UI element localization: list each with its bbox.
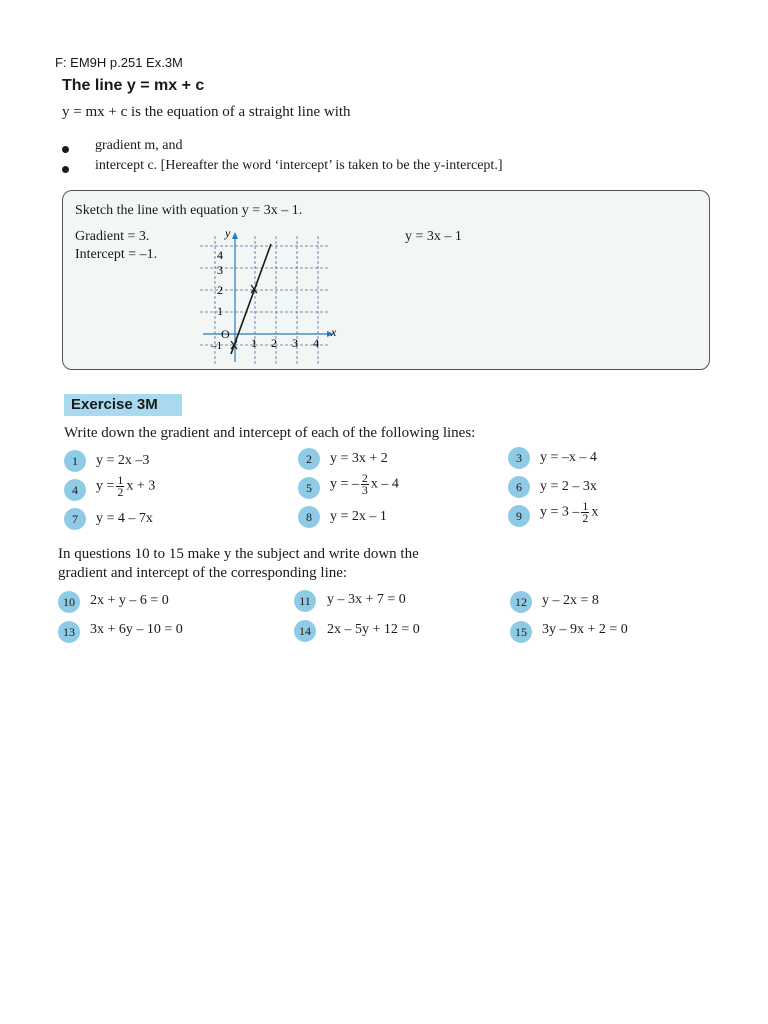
- instruction-2-line-1: In questions 10 to 15 make y the subject and write down the: [58, 546, 419, 562]
- bullet-intercept: intercept c. [Hereafter the word ‘intercept’ is taken to be the y-intercept.]: [95, 158, 503, 173]
- question-8-text: y = 2x – 1: [330, 509, 387, 524]
- question-number: 13: [58, 621, 80, 643]
- y-tick-4: 4: [217, 248, 223, 262]
- example-intercept: Intercept = –1.: [75, 247, 158, 262]
- question-5-text: y = – $\frac{2}{3}$ x – 4: [330, 471, 399, 497]
- question-1-text: y = 2x –3: [96, 453, 150, 468]
- x-tick-3: 3: [292, 336, 298, 350]
- question-number: 8: [298, 506, 320, 528]
- question-number: 5: [298, 477, 320, 499]
- question-11-text: y – 3x + 7 = 0: [327, 592, 406, 607]
- question-2-text: y = 3x + 2: [330, 451, 388, 466]
- question-9-text: y = 3 – $\frac{1}{2}$ x: [540, 499, 599, 525]
- exercise-label: Exercise 3M: [64, 394, 182, 416]
- question-number: 2: [298, 448, 320, 470]
- question-number: 11: [294, 590, 316, 612]
- question-3-text: y = –x – 4: [540, 450, 597, 465]
- question-4-text: y = $\frac{1}{2}$ x + 3: [96, 473, 156, 499]
- example-heading: Sketch the line with equation y = 3x – 1.: [75, 203, 303, 218]
- x-tick-2: 2: [271, 336, 277, 350]
- origin-label: O: [221, 327, 230, 341]
- example-graph: [195, 224, 355, 364]
- question-number: 10: [58, 591, 80, 613]
- question-number: 3: [508, 447, 530, 469]
- y-tick-2: 2: [217, 283, 223, 297]
- example-equation-label: y = 3x – 1: [405, 229, 462, 244]
- question-number: 6: [508, 476, 530, 498]
- bullet-gradient: gradient m, and: [95, 138, 183, 153]
- y-tick-1: 1: [217, 304, 223, 318]
- neg-one-label: –1: [211, 340, 222, 352]
- y-tick-3: 3: [217, 263, 223, 277]
- question-number: 14: [294, 620, 316, 642]
- example-gradient: Gradient = 3.: [75, 229, 150, 244]
- intro-text: y = mx + c is the equation of a straight line with: [62, 104, 351, 120]
- bullet-dot: [62, 166, 69, 173]
- question-number: 4: [64, 479, 86, 501]
- question-14-text: 2x – 5y + 12 = 0: [327, 622, 420, 637]
- x-tick-1: 1: [251, 336, 257, 350]
- section-title: The line y = mx + c: [62, 77, 205, 94]
- question-13-text: 3x + 6y – 10 = 0: [90, 622, 183, 637]
- x-axis-label: x: [331, 325, 337, 339]
- question-7-text: y = 4 – 7x: [96, 511, 153, 526]
- question-number: 1: [64, 450, 86, 472]
- question-number: 9: [508, 505, 530, 527]
- x-tick-4: 4: [313, 336, 319, 350]
- exercise-instruction: Write down the gradient and intercept of each of the following lines:: [64, 425, 476, 441]
- y-axis-label: y: [225, 226, 231, 240]
- question-number: 15: [510, 621, 532, 643]
- question-15-text: 3y – 9x + 2 = 0: [542, 622, 628, 637]
- y-axis-arrow: [232, 232, 238, 239]
- question-number: 12: [510, 591, 532, 613]
- bullet-dot: [62, 146, 69, 153]
- instruction-2-line-2: gradient and intercept of the corresponding line:: [58, 565, 348, 581]
- page-reference: F: EM9H p.251 Ex.3M: [55, 55, 183, 70]
- question-number: 7: [64, 508, 86, 530]
- question-12-text: y – 2x = 8: [542, 593, 599, 608]
- question-10-text: 2x + y – 6 = 0: [90, 593, 169, 608]
- question-6-text: y = 2 – 3x: [540, 479, 597, 494]
